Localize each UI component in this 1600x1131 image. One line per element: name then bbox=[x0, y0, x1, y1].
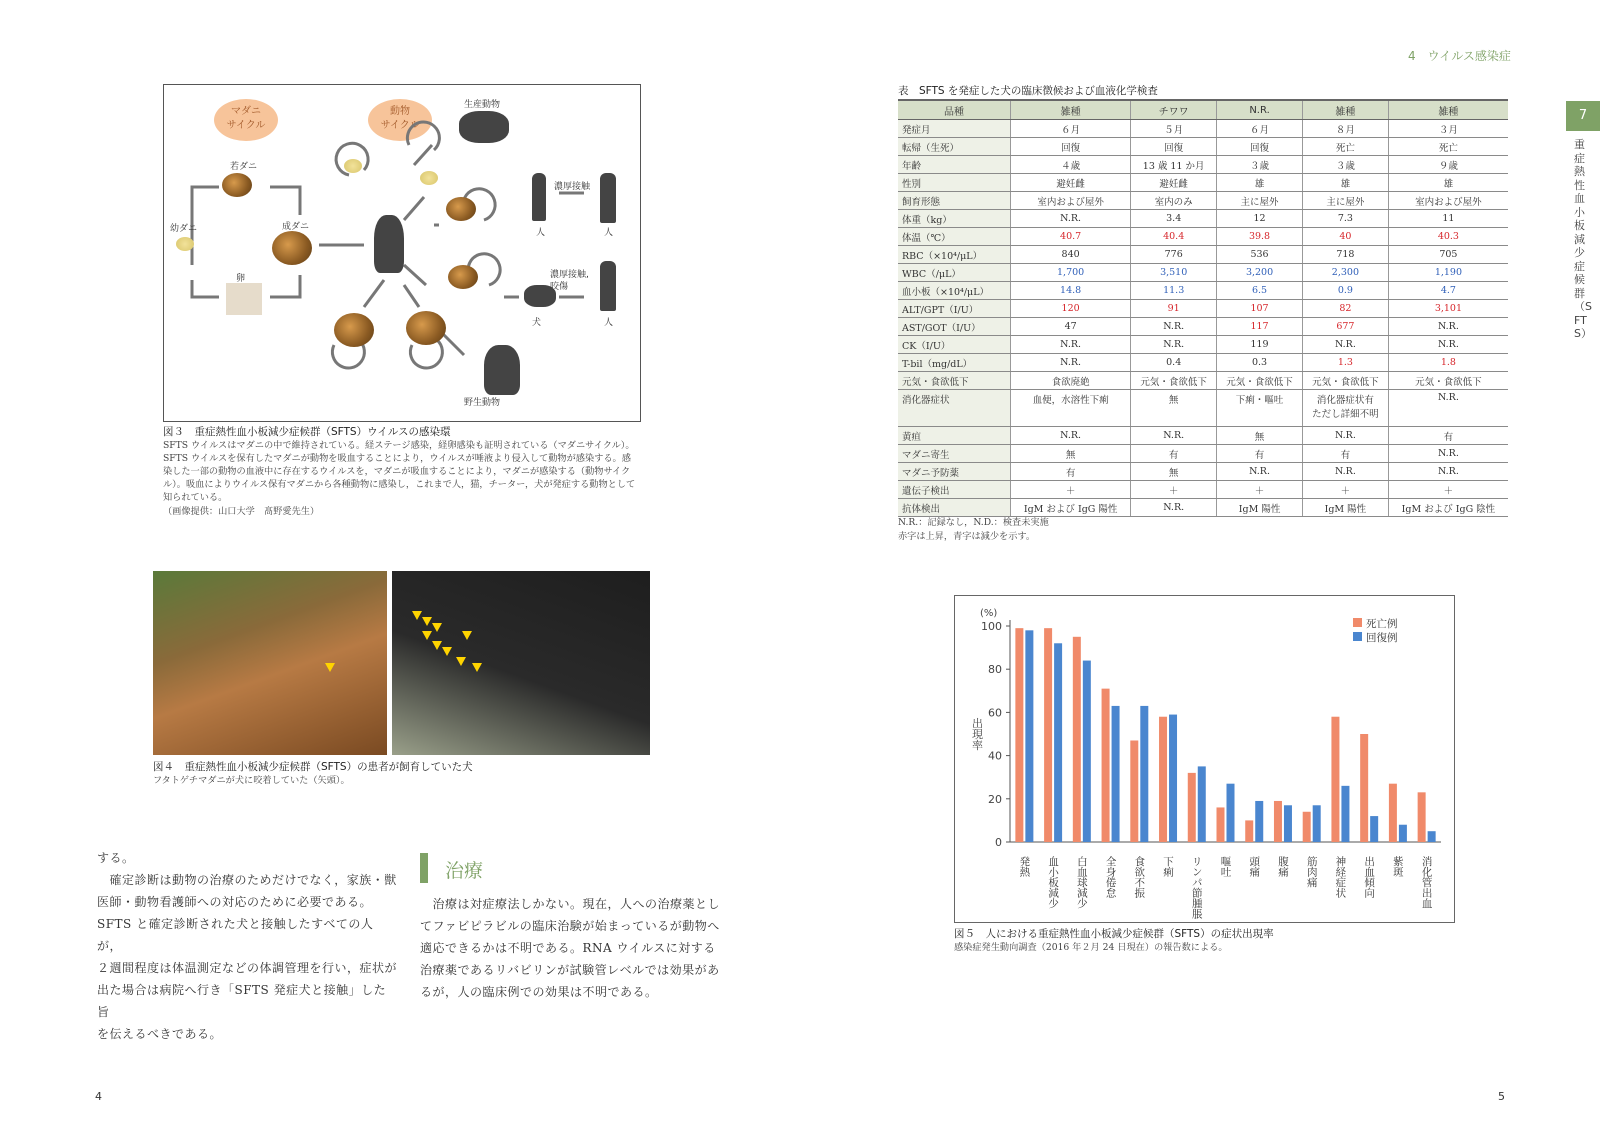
table-row-label: T-bil（mg/dL） bbox=[898, 354, 1011, 372]
table-row bbox=[898, 228, 1508, 246]
table-cell: 0.9 bbox=[1302, 282, 1388, 300]
bar-deaths bbox=[1044, 628, 1052, 842]
table-cell: 有 bbox=[1011, 463, 1131, 481]
arrowhead-marker bbox=[462, 631, 472, 640]
symptom-bar-chart bbox=[955, 596, 1454, 922]
bar-recovered bbox=[1025, 630, 1033, 842]
table-cell: N.R. bbox=[1388, 336, 1508, 354]
x-tick-label: 血小板減少 bbox=[1047, 856, 1060, 909]
label-human-1: 人 bbox=[536, 228, 546, 238]
human-silhouette-1 bbox=[532, 173, 546, 221]
wild-deer-silhouette bbox=[484, 345, 520, 395]
clinical-table bbox=[898, 99, 1508, 517]
body-line: 医師・動物看護師への対応のために必要である。 bbox=[97, 895, 373, 909]
x-tick-label: 発熱 bbox=[1018, 856, 1031, 877]
bar-recovered bbox=[1284, 805, 1292, 842]
table-row-label: AST/GOT（I/U） bbox=[898, 318, 1011, 336]
bar-deaths bbox=[1073, 637, 1081, 842]
table-cell: 91 bbox=[1131, 300, 1217, 318]
table-cell: 回復 bbox=[1217, 138, 1303, 156]
table-cell: 119 bbox=[1217, 336, 1303, 354]
label-nymph: 若ダニ bbox=[230, 162, 258, 172]
table-cell: 13 歳 11 か月 bbox=[1131, 156, 1217, 174]
table-row bbox=[898, 499, 1508, 517]
treatment-heading: 治療 bbox=[445, 860, 484, 882]
bar-deaths bbox=[1188, 773, 1196, 842]
treatment-body-text bbox=[420, 893, 720, 1003]
left-body-text bbox=[97, 847, 397, 1045]
table-cell: 死亡 bbox=[1302, 138, 1388, 156]
table-cell: 1.8 bbox=[1388, 354, 1508, 372]
table-cell: 47 bbox=[1011, 318, 1131, 336]
bar-deaths bbox=[1274, 801, 1282, 842]
table-cell: ＋ bbox=[1302, 481, 1388, 499]
label-dense-contact: 濃厚接触 bbox=[554, 182, 591, 192]
table-cell: 840 bbox=[1011, 246, 1131, 264]
table-header-cell: 雑種 bbox=[1302, 100, 1388, 120]
body-line: ２週間程度は体温測定などの体調管理を行い，症状が bbox=[97, 961, 398, 975]
body-line: 出た場合は病院へ行き「SFTS 発症犬と接触」した旨 bbox=[97, 983, 387, 1019]
arrowhead-marker bbox=[456, 657, 466, 666]
table-cell: IgM および IgG 陽性 bbox=[1011, 499, 1131, 517]
table-cell: ３歳 bbox=[1302, 156, 1388, 174]
table-cell: 12 bbox=[1217, 210, 1303, 228]
body-line: 確定診断は動物の治療のためだけでなく，家族・獣 bbox=[97, 873, 397, 887]
table-cell: 3,101 bbox=[1388, 300, 1508, 318]
larva-tick-image bbox=[176, 237, 194, 251]
table-cell: 有 bbox=[1217, 445, 1303, 463]
table-header-cell: 雑種 bbox=[1388, 100, 1508, 120]
table-cell: 3.4 bbox=[1131, 210, 1217, 228]
table-row-label: RBC（×10⁴/μL） bbox=[898, 246, 1011, 264]
nymph-tick-image-3 bbox=[448, 265, 478, 289]
x-tick-label: 消化管出血 bbox=[1420, 856, 1433, 909]
table-cell: 705 bbox=[1388, 246, 1508, 264]
x-tick-label: 食欲不振 bbox=[1133, 856, 1146, 898]
figure-5-chart-frame bbox=[954, 595, 1455, 923]
table-cell: ５月 bbox=[1131, 120, 1217, 138]
body-line: SFTS と確定診断された犬と接触したすべての人が， bbox=[97, 917, 374, 953]
table-row-label: 体重（kg） bbox=[898, 210, 1011, 228]
section-tab-number: 7 bbox=[1566, 101, 1600, 131]
table-cell: 元気・食欲低下 bbox=[1131, 372, 1217, 390]
table-cell: 主に屋外 bbox=[1217, 192, 1303, 210]
figure-3-diagram bbox=[163, 84, 641, 422]
table-cell: 0.3 bbox=[1217, 354, 1303, 372]
figure-5-caption: 感染症発生動向調査（2016 年２月 24 日現在）の報告数による。 bbox=[954, 942, 1228, 953]
x-tick-label: 全身倦怠 bbox=[1104, 856, 1117, 898]
table-row bbox=[898, 481, 1508, 499]
table-row bbox=[898, 138, 1508, 156]
table-cell: 3,510 bbox=[1131, 264, 1217, 282]
animal-cycle-bubble: 動物 サイクル bbox=[368, 99, 432, 141]
table-title: 表 SFTS を発症した犬の臨床徴候および血液化学検査 bbox=[898, 85, 1158, 97]
table-cell: 82 bbox=[1302, 300, 1388, 318]
bar-recovered bbox=[1198, 766, 1206, 842]
table-row bbox=[898, 300, 1508, 318]
table-header-label: 品種 bbox=[898, 100, 1011, 120]
table-row bbox=[898, 445, 1508, 463]
table-header-cell: N.R. bbox=[1217, 100, 1303, 120]
table-cell: 6.5 bbox=[1217, 282, 1303, 300]
table-cell: 無 bbox=[1131, 463, 1217, 481]
table-cell: N.R. bbox=[1302, 463, 1388, 481]
table-cell: 40.4 bbox=[1131, 228, 1217, 246]
x-tick-label: 紫斑 bbox=[1391, 856, 1404, 877]
y-tick-label: 100 bbox=[981, 620, 1002, 633]
body-line: 適応できるかは不明である。RNA ウイルスに対する bbox=[420, 941, 716, 955]
table-cell: IgM 陽性 bbox=[1217, 499, 1303, 517]
table-row bbox=[898, 372, 1508, 390]
table-cell: 3,200 bbox=[1217, 264, 1303, 282]
dog-ear-photo bbox=[392, 571, 650, 755]
arrowhead-marker bbox=[472, 663, 482, 672]
nymph-tick-image bbox=[222, 173, 252, 197]
table-cell: 消化器症状有 ただし詳細不明 bbox=[1302, 390, 1388, 427]
x-tick-label: 腹痛 bbox=[1276, 856, 1289, 877]
label-human-3: 人 bbox=[604, 318, 614, 328]
table-row-label: マダニ予防薬 bbox=[898, 463, 1011, 481]
table-row-label: WBC（/μL） bbox=[898, 264, 1011, 282]
table-row bbox=[898, 210, 1508, 228]
bar-recovered bbox=[1054, 643, 1062, 842]
table-cell: 室内および屋外 bbox=[1011, 192, 1131, 210]
table-row-label: 消化器症状 bbox=[898, 390, 1011, 427]
arrowhead-marker bbox=[422, 631, 432, 640]
x-tick-label: リンパ節腫脹 bbox=[1190, 856, 1203, 919]
arrowhead-marker bbox=[442, 647, 452, 656]
table-cell: 無 bbox=[1131, 390, 1217, 427]
table-cell: 有 bbox=[1388, 427, 1508, 445]
table-row bbox=[898, 427, 1508, 445]
figure-5-title: 図５ 人における重症熱性血小板減少症候群（SFTS）の症状出現率 bbox=[954, 928, 1274, 940]
table-header-cell: 雑種 bbox=[1011, 100, 1131, 120]
table-cell: 117 bbox=[1217, 318, 1303, 336]
y-axis-label: 出現率 bbox=[970, 717, 984, 751]
table-cell: IgM および IgG 陰性 bbox=[1388, 499, 1508, 517]
table-cell: 718 bbox=[1302, 246, 1388, 264]
table-cell: 死亡 bbox=[1388, 138, 1508, 156]
table-cell: ９歳 bbox=[1388, 156, 1508, 174]
table-note-2: 赤字は上昇，青字は減少を示す。 bbox=[898, 531, 1036, 542]
table-cell: ６月 bbox=[1217, 120, 1303, 138]
table-cell: 39.8 bbox=[1217, 228, 1303, 246]
table-row-label: 抗体検出 bbox=[898, 499, 1011, 517]
x-tick-label: 筋肉痛 bbox=[1305, 856, 1318, 888]
arrowhead-marker bbox=[432, 623, 442, 632]
table-cell: 有 bbox=[1302, 445, 1388, 463]
body-line: を伝えるべきである。 bbox=[97, 1027, 223, 1041]
table-cell: N.R. bbox=[1131, 427, 1217, 445]
table-cell: ＋ bbox=[1388, 481, 1508, 499]
table-cell: 室内および屋外 bbox=[1388, 192, 1508, 210]
label-dog: 犬 bbox=[532, 318, 542, 328]
y-tick-label: 80 bbox=[988, 663, 1002, 677]
chapter-header: 4 ウイルス感染症 bbox=[1408, 49, 1511, 63]
table-cell: 677 bbox=[1302, 318, 1388, 336]
table-cell: N.R. bbox=[1302, 427, 1388, 445]
figure-3-caption: SFTS ウイルスはマダニの中で維持されている。経ステージ感染，経卵感染も証明されている（マダニサイクル）。SFTS ウイルスを保有したマダニが動物を吸血することにより，ウイルスが唾液より侵入して動物が感染する。感染した一部の動物の血液中に存在するウイルスを，マダニが吸血することにより，マダニが感染する（動物サイクル）。吸血によりウイルス保有マダニから各種動物に感染し，これまで人，猫，チーター，犬が発症する動物として知られている。 bbox=[163, 440, 636, 503]
arrowhead-marker bbox=[412, 611, 422, 620]
y-tick-label: 20 bbox=[988, 792, 1002, 806]
y-tick-label: 0 bbox=[995, 836, 1002, 849]
dog-head-photo bbox=[153, 571, 387, 755]
table-cell: 1.3 bbox=[1302, 354, 1388, 372]
bar-recovered bbox=[1112, 706, 1120, 842]
table-row-label: 遺伝子検出 bbox=[898, 481, 1011, 499]
table-cell: 11 bbox=[1388, 210, 1508, 228]
table-row-label: 元気・食欲低下 bbox=[898, 372, 1011, 390]
arrowhead-marker bbox=[422, 617, 432, 626]
table-cell: 2,300 bbox=[1302, 264, 1388, 282]
x-tick-label: 出血傾向 bbox=[1363, 856, 1376, 898]
bar-recovered bbox=[1370, 816, 1378, 842]
label-livestock: 生産動物 bbox=[464, 100, 501, 110]
table-header-row bbox=[898, 100, 1508, 120]
table-cell: ＋ bbox=[1131, 481, 1217, 499]
table-cell: N.R. bbox=[1388, 463, 1508, 481]
table-cell: 無 bbox=[1011, 445, 1131, 463]
table-cell: 有 bbox=[1131, 445, 1217, 463]
arrowhead-marker bbox=[432, 641, 442, 650]
table-cell: 避妊雌 bbox=[1131, 174, 1217, 192]
table-cell: 40.7 bbox=[1011, 228, 1131, 246]
legend-label: 死亡例 bbox=[1366, 618, 1398, 630]
bar-recovered bbox=[1313, 805, 1321, 842]
y-tick-label: 60 bbox=[988, 706, 1002, 720]
table-cell: 536 bbox=[1217, 246, 1303, 264]
bar-deaths bbox=[1159, 717, 1167, 842]
arrowhead-marker bbox=[325, 663, 335, 672]
figure-3-credit: （画像提供：山口大学 髙野愛先生） bbox=[163, 506, 320, 517]
larva-tick-image-2 bbox=[344, 159, 362, 173]
table-cell: N.R. bbox=[1131, 336, 1217, 354]
figure-3-title: 図３ 重症熱性血小板減少症候群（SFTS）ウイルスの感染環 bbox=[163, 426, 451, 438]
x-tick-label: 頭痛 bbox=[1248, 856, 1261, 877]
table-row-label: CK（I/U） bbox=[898, 336, 1011, 354]
label-larva: 幼ダニ bbox=[170, 224, 198, 234]
table-cell: 室内のみ bbox=[1131, 192, 1217, 210]
bar-deaths bbox=[1303, 812, 1311, 842]
tick-cycle-bubble: マダニ サイクル bbox=[214, 99, 278, 141]
table-row-label: 年齢 bbox=[898, 156, 1011, 174]
table-cell: 雄 bbox=[1302, 174, 1388, 192]
section-marker bbox=[420, 853, 428, 883]
table-cell: ＋ bbox=[1217, 481, 1303, 499]
table-cell: 1,190 bbox=[1388, 264, 1508, 282]
table-cell: 120 bbox=[1011, 300, 1131, 318]
table-cell: N.R. bbox=[1131, 318, 1217, 336]
bar-recovered bbox=[1399, 825, 1407, 842]
legend-label: 回復例 bbox=[1366, 632, 1398, 644]
table-cell: ６月 bbox=[1011, 120, 1131, 138]
human-silhouette-3 bbox=[600, 261, 616, 311]
bar-recovered bbox=[1140, 706, 1148, 842]
table-cell: ８月 bbox=[1302, 120, 1388, 138]
page-number-left: 4 bbox=[95, 1090, 102, 1103]
table-cell: N.R. bbox=[1011, 354, 1131, 372]
body-line: てファビピラビルの臨床治験が始まっているが動物へ bbox=[420, 919, 720, 933]
body-line: るが，人の臨床例での効果は不明である。 bbox=[420, 985, 658, 999]
table-row bbox=[898, 120, 1508, 138]
table-cell: 元気・食欲低下 bbox=[1388, 372, 1508, 390]
table-cell: 避妊雌 bbox=[1011, 174, 1131, 192]
table-row bbox=[898, 282, 1508, 300]
table-cell: 血便，水溶性下痢 bbox=[1011, 390, 1131, 427]
adult-tick-image-3 bbox=[406, 311, 446, 345]
bar-recovered bbox=[1227, 784, 1235, 842]
bar-deaths bbox=[1360, 734, 1368, 842]
cow-silhouette bbox=[459, 111, 509, 143]
y-unit-label: (%) bbox=[980, 608, 998, 619]
table-cell: IgM 陽性 bbox=[1302, 499, 1388, 517]
table-cell: N.R. bbox=[1011, 336, 1131, 354]
table-row-label: 黄疸 bbox=[898, 427, 1011, 445]
bar-deaths bbox=[1015, 628, 1023, 842]
table-cell: N.R. bbox=[1302, 336, 1388, 354]
table-cell: 食欲廃絶 bbox=[1011, 372, 1131, 390]
adult-tick-image bbox=[272, 231, 312, 265]
table-row bbox=[898, 192, 1508, 210]
table-cell: 11.3 bbox=[1131, 282, 1217, 300]
table-cell: N.R. bbox=[1388, 318, 1508, 336]
figure-4-caption: フタトゲチマダニが犬に咬着していた（矢頭）。 bbox=[153, 775, 350, 786]
table-cell: 107 bbox=[1217, 300, 1303, 318]
table-cell: 776 bbox=[1131, 246, 1217, 264]
body-line: 治療薬であるリバビリンが試験管レベルでは効果があ bbox=[420, 963, 720, 977]
egg-image bbox=[226, 283, 262, 315]
table-cell: N.R. bbox=[1131, 499, 1217, 517]
table-row bbox=[898, 354, 1508, 372]
bar-deaths bbox=[1389, 784, 1397, 842]
bar-deaths bbox=[1418, 792, 1426, 842]
table-row-label: ALT/GPT（I/U） bbox=[898, 300, 1011, 318]
human-silhouette-2 bbox=[600, 173, 616, 223]
bar-deaths bbox=[1245, 820, 1253, 842]
bar-deaths bbox=[1130, 740, 1138, 842]
table-row bbox=[898, 390, 1508, 427]
bar-recovered bbox=[1341, 786, 1349, 842]
table-cell: N.R. bbox=[1388, 390, 1508, 427]
table-cell: 40.3 bbox=[1388, 228, 1508, 246]
bar-deaths bbox=[1217, 807, 1225, 842]
bar-recovered bbox=[1169, 715, 1177, 842]
nymph-tick-image-2 bbox=[446, 197, 476, 221]
table-row-label: 飼育形態 bbox=[898, 192, 1011, 210]
label-wildlife: 野生動物 bbox=[464, 398, 501, 408]
bar-recovered bbox=[1428, 831, 1436, 842]
x-tick-label: 神経症状 bbox=[1334, 856, 1347, 898]
x-tick-label: 下痢 bbox=[1162, 856, 1175, 877]
table-cell: 4.7 bbox=[1388, 282, 1508, 300]
bar-deaths bbox=[1102, 689, 1110, 842]
table-cell: 40 bbox=[1302, 228, 1388, 246]
table-cell: N.R. bbox=[1388, 445, 1508, 463]
x-tick-label: 白血球減少 bbox=[1075, 856, 1088, 909]
table-row bbox=[898, 463, 1508, 481]
body-line: する。 bbox=[97, 851, 135, 865]
table-cell: 主に屋外 bbox=[1302, 192, 1388, 210]
table-cell: 0.4 bbox=[1131, 354, 1217, 372]
table-cell: ３歳 bbox=[1217, 156, 1303, 174]
table-cell: N.R. bbox=[1011, 427, 1131, 445]
table-row bbox=[898, 174, 1508, 192]
table-row bbox=[898, 246, 1508, 264]
bar-recovered bbox=[1083, 661, 1091, 842]
legend-swatch bbox=[1353, 632, 1362, 641]
table-cell: 元気・食欲低下 bbox=[1302, 372, 1388, 390]
table-row bbox=[898, 336, 1508, 354]
table-cell: 回復 bbox=[1011, 138, 1131, 156]
label-human-2: 人 bbox=[604, 228, 614, 238]
x-tick-label: 嘔吐 bbox=[1219, 856, 1232, 877]
table-cell: ３月 bbox=[1388, 120, 1508, 138]
table-cell: 下痢・嘔吐 bbox=[1217, 390, 1303, 427]
table-row-label: 発症月 bbox=[898, 120, 1011, 138]
table-cell: 回復 bbox=[1131, 138, 1217, 156]
legend-swatch bbox=[1353, 618, 1362, 627]
table-cell: N.R. bbox=[1011, 210, 1131, 228]
section-tab-label: 重症熱性血小板減少症候群（SFTS） bbox=[1574, 138, 1592, 340]
table-cell: ＋ bbox=[1011, 481, 1131, 499]
table-cell: 14.8 bbox=[1011, 282, 1131, 300]
table-cell: 無 bbox=[1217, 427, 1303, 445]
page-number-right: 5 bbox=[1498, 1090, 1505, 1103]
table-header-cell: チワワ bbox=[1131, 100, 1217, 120]
label-adult: 成ダニ bbox=[282, 222, 310, 232]
label-egg: 卵 bbox=[236, 274, 246, 284]
table-row-label: 血小板（×10⁴/μL） bbox=[898, 282, 1011, 300]
table-row bbox=[898, 156, 1508, 174]
table-cell: 元気・食欲低下 bbox=[1217, 372, 1303, 390]
table-row-label: 性別 bbox=[898, 174, 1011, 192]
table-cell: 7.3 bbox=[1302, 210, 1388, 228]
table-row-label: 体温（℃） bbox=[898, 228, 1011, 246]
table-row-label: 転帰（生死） bbox=[898, 138, 1011, 156]
table-note-1: N.R.：記録なし，N.D.：検査未実施 bbox=[898, 517, 1049, 528]
table-cell: 雄 bbox=[1388, 174, 1508, 192]
table-cell: 1,700 bbox=[1011, 264, 1131, 282]
figure-4-title: 図４ 重症熱性血小板減少症候群（SFTS）の患者が飼育していた犬 bbox=[153, 761, 473, 773]
deer-silhouette bbox=[374, 215, 404, 273]
table-cell: N.R. bbox=[1217, 463, 1303, 481]
table-row bbox=[898, 318, 1508, 336]
body-line: 治療は対症療法しかない。現在，人への治療薬とし bbox=[420, 897, 721, 911]
adult-tick-image-2 bbox=[334, 313, 374, 347]
label-dense-contact-bite: 濃厚接触, 咬傷 bbox=[550, 270, 589, 292]
y-tick-label: 40 bbox=[988, 749, 1002, 763]
table-cell: ４歳 bbox=[1011, 156, 1131, 174]
bar-recovered bbox=[1255, 801, 1263, 842]
table-row bbox=[898, 264, 1508, 282]
table-cell: 雄 bbox=[1217, 174, 1303, 192]
table-row-label: マダニ寄生 bbox=[898, 445, 1011, 463]
larva-tick-image-3 bbox=[420, 171, 438, 185]
bar-deaths bbox=[1331, 717, 1339, 842]
